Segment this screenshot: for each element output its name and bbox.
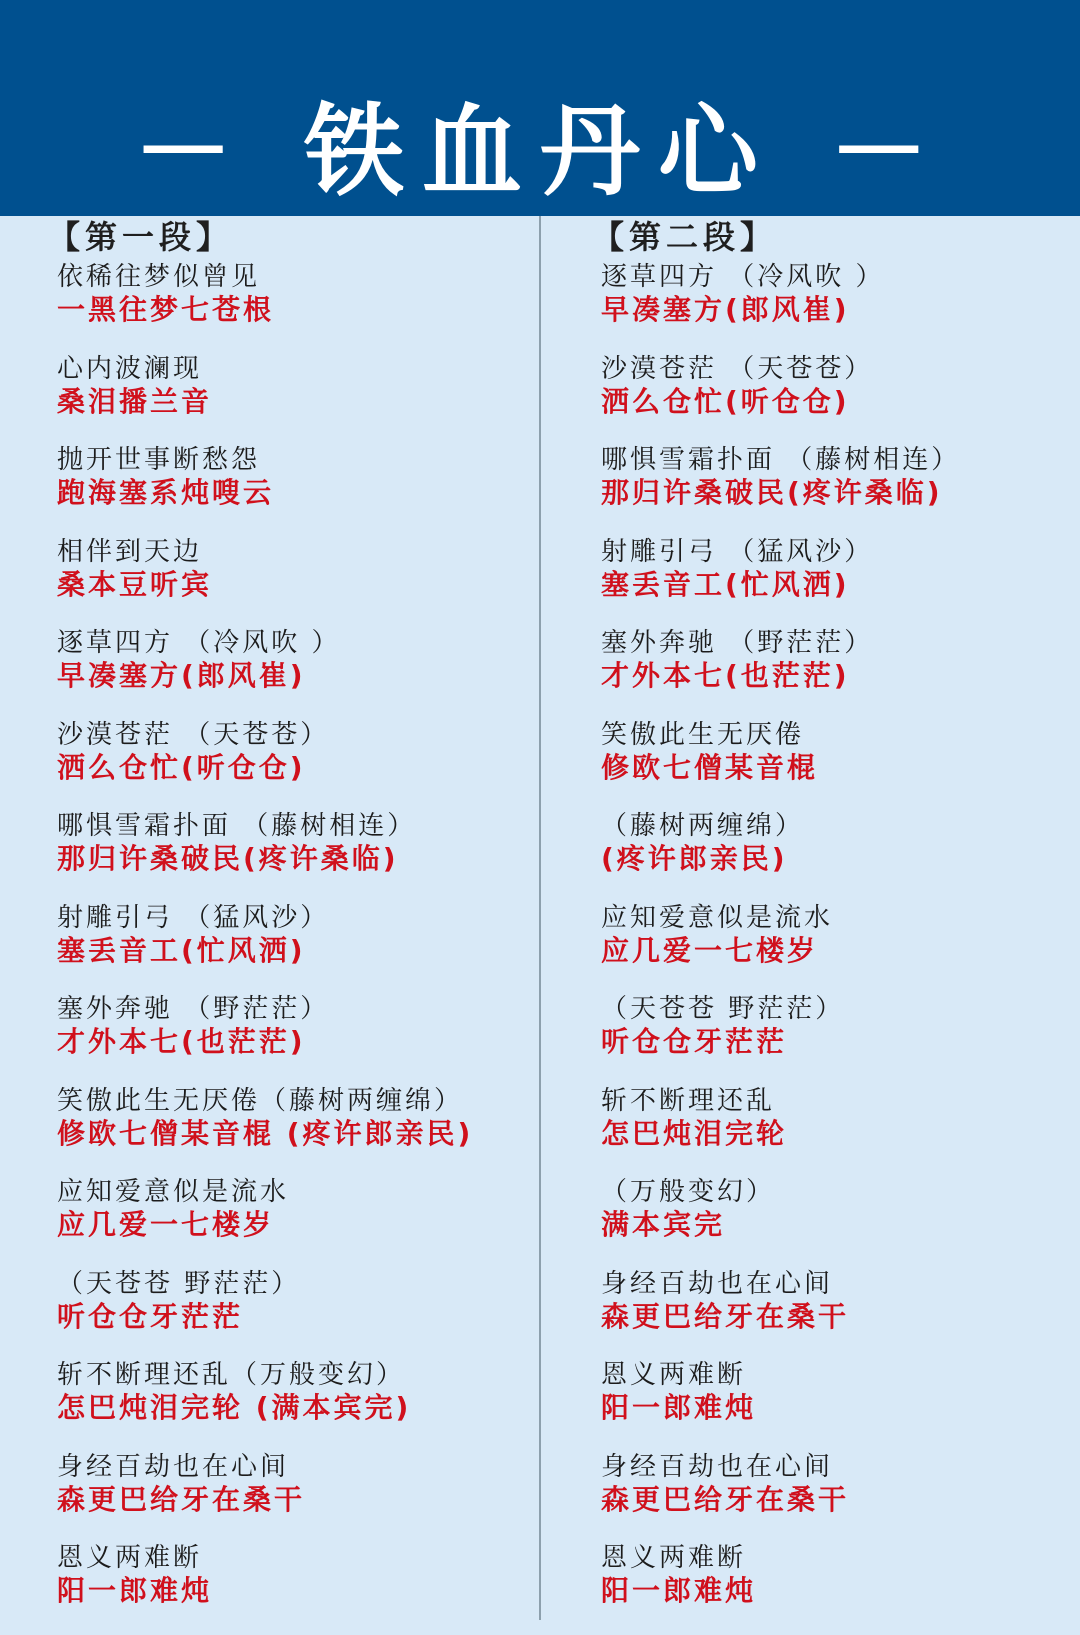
lyric-entry bbox=[592, 354, 1080, 446]
pronunciation-line: 应几爱一七楼岁 bbox=[601, 933, 819, 967]
lyric-line: 恩义两难断 bbox=[601, 1360, 747, 1390]
lyric-line: 沙漠苍茫 （天苍苍） bbox=[57, 719, 330, 750]
lyric-line: 身经百劫也在心间 bbox=[601, 1451, 834, 1482]
lyric-line: 射雕引弓 （猛风沙） bbox=[601, 536, 874, 567]
lyric-entry bbox=[592, 1543, 1080, 1635]
pronunciation-line: 那归许桑破民(疼许桑临) bbox=[57, 842, 399, 875]
section-column-2 bbox=[592, 214, 1080, 1635]
lyric-entry bbox=[592, 903, 1080, 995]
section-heading: 【第二段】 bbox=[592, 218, 778, 256]
lyric-entry bbox=[592, 537, 1080, 629]
lyric-line: 斩不断理还乱（万般变幻） bbox=[57, 1360, 406, 1390]
lyric-line: 斩不断理还乱 bbox=[601, 1085, 776, 1116]
lyric-entry bbox=[592, 1269, 1080, 1361]
pronunciation-line: (疼许郎亲民) bbox=[601, 842, 788, 875]
lyric-entry bbox=[48, 1086, 548, 1178]
lyric-line: 射雕引弓 （猛风沙） bbox=[57, 902, 330, 933]
lyric-entry bbox=[592, 1177, 1080, 1269]
pronunciation-line: 阳一郎难炖 bbox=[601, 1391, 757, 1424]
lyric-line: 心内波澜现 bbox=[57, 353, 203, 384]
lyric-entry bbox=[592, 1452, 1080, 1544]
pronunciation-line: 一黑往梦七苍根 bbox=[57, 293, 275, 326]
pronunciation-line: 才外本七(也茫茫) bbox=[601, 659, 850, 692]
pronunciation-line: 修欧七僧某音棍 (疼许郎亲民) bbox=[57, 1116, 474, 1150]
pronunciation-line: 应几爱一七楼岁 bbox=[57, 1208, 275, 1241]
lyric-line: （天苍苍 野茫茫） bbox=[601, 994, 845, 1024]
pronunciation-line: 森更巴给牙在桑干 bbox=[57, 1482, 306, 1516]
lyric-line: 恩义两难断 bbox=[601, 1543, 747, 1573]
lyric-entry bbox=[48, 1177, 548, 1269]
pronunciation-line: 怎巴炖泪完轮 bbox=[601, 1116, 788, 1150]
pronunciation-line: 那归许桑破民(疼许桑临) bbox=[601, 476, 943, 509]
lyric-line: 塞外奔驰 （野茫茫） bbox=[57, 994, 330, 1024]
lyric-line: 哪惧雪霜扑面 （藤树相连） bbox=[57, 811, 417, 841]
lyric-entry bbox=[592, 628, 1080, 720]
lyric-line: 恩义两难断 bbox=[57, 1543, 203, 1573]
pronunciation-line: 才外本七(也茫茫) bbox=[57, 1025, 306, 1058]
pronunciation-line: 洒么仓忙(听仓仓) bbox=[57, 750, 306, 784]
lyric-entry bbox=[48, 720, 548, 812]
lyric-line: （天苍苍 野茫茫） bbox=[57, 1268, 301, 1299]
lyric-entry bbox=[592, 811, 1080, 903]
pronunciation-line: 塞丢音工(忙风洒) bbox=[57, 933, 306, 967]
lyric-line: 相伴到天边 bbox=[57, 536, 203, 567]
pronunciation-line: 桑本豆听宾 bbox=[57, 567, 213, 601]
lyric-line: 逐草四方 （冷风吹 ） bbox=[601, 262, 885, 292]
pronunciation-line: 早凑塞方(郎风崔) bbox=[601, 293, 850, 326]
lyric-entry bbox=[48, 445, 548, 537]
lyric-entry bbox=[48, 994, 548, 1086]
page-title: － 铁血丹心 － bbox=[133, 93, 947, 210]
section-heading: 【第一段】 bbox=[48, 218, 234, 256]
lyric-line: （万般变幻） bbox=[601, 1177, 776, 1207]
pronunciation-line: 阳一郎难炖 bbox=[57, 1574, 213, 1607]
pronunciation-line: 听仓仓牙茫茫 bbox=[57, 1299, 244, 1333]
pronunciation-line: 洒么仓忙(听仓仓) bbox=[601, 384, 850, 418]
pronunciation-line: 听仓仓牙茫茫 bbox=[601, 1025, 788, 1058]
pronunciation-line: 跑海塞系炖嗖云 bbox=[57, 476, 275, 509]
pronunciation-line: 塞丢音工(忙风洒) bbox=[601, 567, 850, 601]
pronunciation-line: 森更巴给牙在桑干 bbox=[601, 1299, 850, 1333]
lyric-entry bbox=[48, 628, 548, 720]
section-column-1 bbox=[48, 214, 548, 1635]
lyric-line: 哪惧雪霜扑面 （藤树相连） bbox=[601, 445, 961, 475]
lyric-line: （藤树两缠绵） bbox=[601, 811, 805, 841]
lyric-line: 抛开世事断愁怨 bbox=[57, 445, 261, 475]
pronunciation-line: 满本宾完 bbox=[601, 1208, 726, 1241]
lyric-entry bbox=[592, 1360, 1080, 1452]
lyric-entry bbox=[48, 1360, 548, 1452]
lyric-entry bbox=[48, 262, 548, 354]
pronunciation-line: 早凑塞方(郎风崔) bbox=[57, 659, 306, 692]
lyric-entry bbox=[48, 811, 548, 903]
lyric-line: 身经百劫也在心间 bbox=[601, 1268, 834, 1299]
lyric-entry bbox=[48, 1269, 548, 1361]
lyric-line: 笑傲此生无厌倦 bbox=[601, 719, 805, 750]
lyric-entry bbox=[592, 445, 1080, 537]
lyric-entry bbox=[48, 903, 548, 995]
pronunciation-line: 桑泪播兰音 bbox=[57, 384, 213, 418]
lyric-line: 塞外奔驰 （野茫茫） bbox=[601, 628, 874, 658]
lyric-entry bbox=[48, 1452, 548, 1544]
pronunciation-line: 阳一郎难炖 bbox=[601, 1574, 757, 1607]
lyric-entry bbox=[592, 1086, 1080, 1178]
lyric-entry bbox=[48, 354, 548, 446]
lyric-line: 逐草四方 （冷风吹 ） bbox=[57, 628, 341, 658]
lyric-entry bbox=[48, 1543, 548, 1635]
pronunciation-line: 修欧七僧某音棍 bbox=[601, 750, 819, 784]
pronunciation-line: 怎巴炖泪完轮 (满本宾完) bbox=[57, 1391, 412, 1424]
lyric-line: 应知爱意似是流水 bbox=[57, 1177, 290, 1207]
lyric-line: 应知爱意似是流水 bbox=[601, 902, 834, 933]
pronunciation-line: 森更巴给牙在桑干 bbox=[601, 1482, 850, 1516]
lyric-entry bbox=[592, 262, 1080, 354]
lyric-entry bbox=[592, 720, 1080, 812]
lyric-line: 身经百劫也在心间 bbox=[57, 1451, 290, 1482]
lyric-line: 依稀往梦似曾见 bbox=[57, 262, 261, 292]
lyric-line: 笑傲此生无厌倦（藤树两缠绵） bbox=[57, 1085, 464, 1116]
lyric-entry bbox=[48, 537, 548, 629]
lyric-entry bbox=[592, 994, 1080, 1086]
lyric-line: 沙漠苍茫 （天苍苍） bbox=[601, 353, 874, 384]
title-banner bbox=[0, 0, 1080, 216]
